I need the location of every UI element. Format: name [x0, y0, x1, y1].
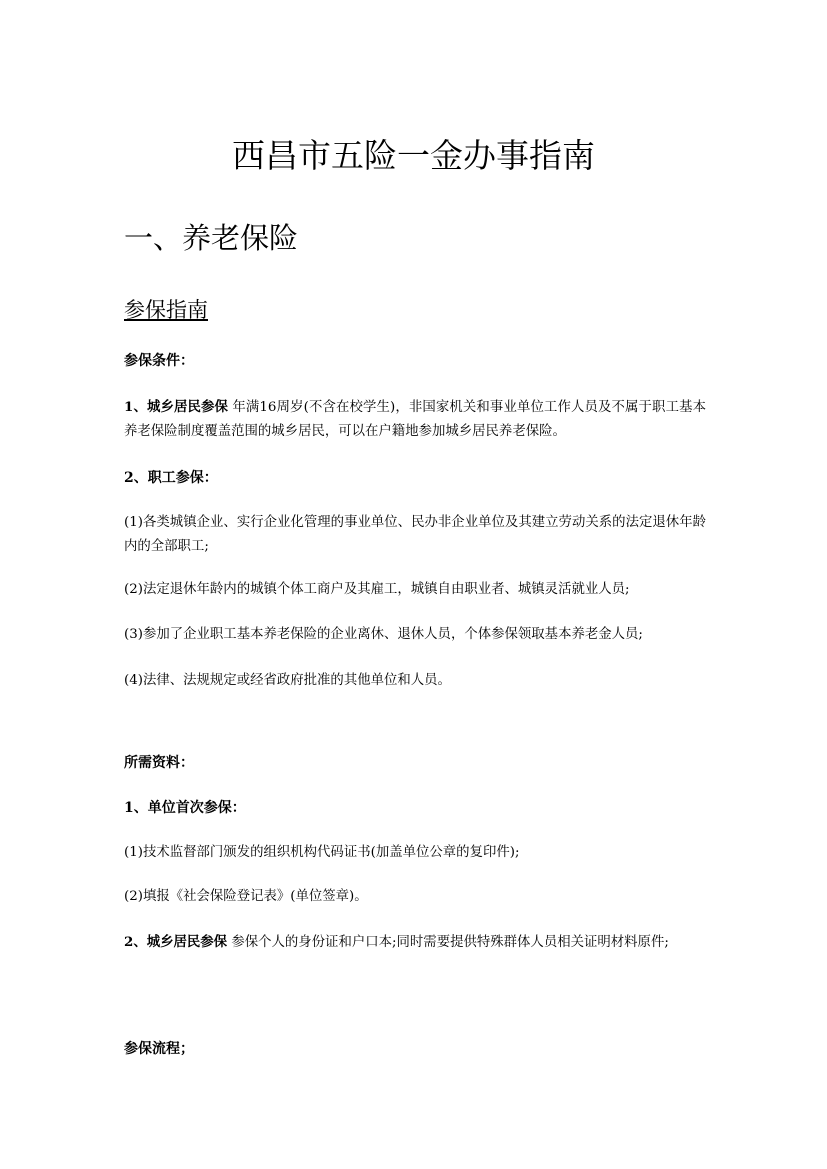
materials-2-lead: 2、城乡居民参保 [124, 934, 228, 950]
materials-2-text: 参保个人的身份证和户口本;同时需要提供特殊群体人员相关证明材料原件; [227, 935, 669, 950]
process-label: 参保流程； [124, 1041, 194, 1057]
subsection-heading-enrollment-guide: 参保指南 [124, 298, 208, 322]
condition-1-lead: 1、城乡居民参保 [124, 399, 229, 415]
materials-1-label: 1、单位首次参保： [124, 800, 246, 816]
condition-1-text: 年满16周岁(不含在校学生)，非国家机关和事业单位工作人员及不属于职工基本养老保险制度覆盖范围的城乡居民，可以在户籍地参加城乡居民养老保险。 [124, 400, 706, 439]
condition-2-item: (3)参加了企业职工基本养老保险的企业离休、退休人员，个体参保领取基本养老金人员; [124, 627, 643, 642]
section-heading-pension: 一、养老保险 [124, 221, 299, 255]
condition-2-item: (4)法律、法规规定或经省政府批准的其他单位和人员。 [124, 673, 451, 688]
materials-1-item: (2)填报《社会保险登记表》(单位签章)。 [124, 889, 368, 904]
condition-1-paragraph [124, 395, 706, 444]
document-title: 西昌市五险一金办事指南 [232, 136, 595, 175]
condition-2-item: (2)法定退休年龄内的城镇个体工商户及其雇工，城镇自由职业者、城镇灵活就业人员; [124, 582, 630, 597]
condition-2-item: (1)各类城镇企业、实行企业化管理的事业单位、民办非企业单位及其建立劳动关系的法定退休年龄内的全部职工; [124, 515, 706, 554]
condition-2-label: 2、职工参保： [124, 470, 218, 486]
materials-2-paragraph [124, 930, 706, 955]
materials-label: 所需资料： [124, 755, 194, 771]
materials-1-item: (1)技术监督部门颁发的组织机构代码证书(加盖单位公章的复印件); [124, 845, 520, 860]
conditions-label: 参保条件： [124, 353, 194, 369]
